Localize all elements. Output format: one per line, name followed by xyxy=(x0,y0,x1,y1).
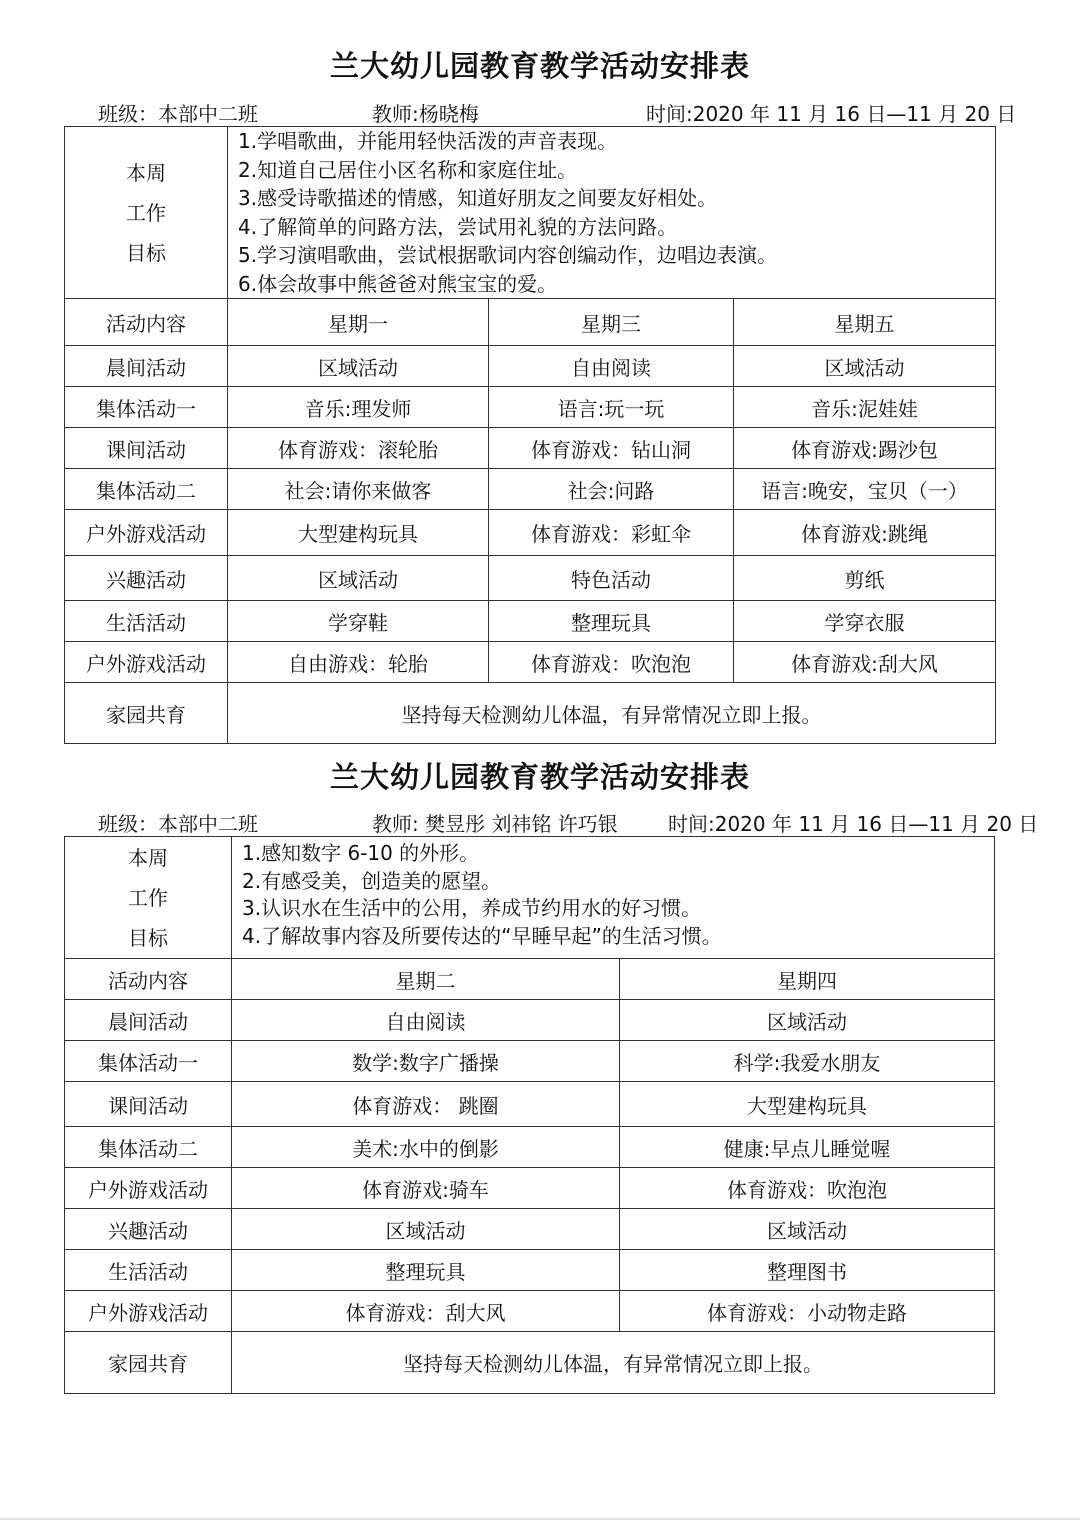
goals-label-line: 本周 xyxy=(126,160,166,185)
table-cell: 社会:请你来做客 xyxy=(228,469,489,510)
header-label: 活动内容 xyxy=(65,299,228,346)
table-row xyxy=(65,1209,995,1250)
table-cell: 学穿鞋 xyxy=(228,601,489,642)
table-cell: 科学:我爱水朋友 xyxy=(620,1041,995,1082)
table-row xyxy=(65,1082,995,1127)
day-header: 星期五 xyxy=(734,299,996,346)
table-row xyxy=(65,469,996,510)
table-cell: 剪纸 xyxy=(734,556,996,601)
table-cell: 自由游戏：轮胎 xyxy=(228,642,489,683)
goal-item: 1.感知数字 6-10 的外形。 xyxy=(242,841,480,865)
goal-item: 2.知道自己居住小区名称和家庭住址。 xyxy=(238,157,578,182)
family-row xyxy=(65,683,996,744)
header-row xyxy=(65,299,996,346)
row-label: 集体活动一 xyxy=(65,1041,232,1082)
page-bottom-rule xyxy=(0,1518,1080,1520)
row-label: 课间活动 xyxy=(65,1082,232,1127)
table-row xyxy=(65,510,996,556)
table-cell: 学穿衣服 xyxy=(734,601,996,642)
table-cell: 大型建构玩具 xyxy=(228,510,489,556)
row-label: 生活活动 xyxy=(65,601,228,642)
table-row xyxy=(65,1168,995,1209)
row-label: 户外游戏活动 xyxy=(65,642,228,683)
day-header: 星期一 xyxy=(228,299,489,346)
table-cell: 整理玩具 xyxy=(232,1250,620,1291)
class-label: 班级：本部中二班 xyxy=(98,812,258,836)
row-label: 集体活动二 xyxy=(65,1127,232,1168)
table-cell: 社会:问路 xyxy=(489,469,734,510)
table-cell: 区域活动 xyxy=(734,346,996,387)
goal-item: 5.学习演唱歌曲，尝试根据歌词内容创编动作，边唱边表演。 xyxy=(238,243,778,267)
table-cell: 体育游戏：刮大风 xyxy=(232,1291,620,1332)
goal-item: 4.了解故事内容及所要传达的“早睡早起”的生活习惯。 xyxy=(242,923,722,948)
table-row xyxy=(65,642,996,683)
table-cell: 体育游戏：吹泡泡 xyxy=(489,642,734,683)
goal-item: 4.了解简单的问路方法，尝试用礼貌的方法问路。 xyxy=(238,214,678,239)
table-row xyxy=(65,1291,995,1332)
table-row xyxy=(65,1000,995,1041)
table-cell: 体育游戏：吹泡泡 xyxy=(620,1168,995,1209)
table-cell: 特色活动 xyxy=(489,556,734,601)
row-label: 课间活动 xyxy=(65,428,228,469)
row-label: 晨间活动 xyxy=(65,346,228,387)
row-label: 兴趣活动 xyxy=(65,1209,232,1250)
family-label: 家园共育 xyxy=(65,683,228,744)
table-row xyxy=(65,387,996,428)
day-header: 星期二 xyxy=(232,959,620,1000)
table-cell: 音乐:泥娃娃 xyxy=(734,387,996,428)
goals-row xyxy=(65,127,996,299)
table-cell: 美术:水中的倒影 xyxy=(232,1127,620,1168)
table-cell: 体育游戏:刮大风 xyxy=(734,642,996,683)
table-cell: 整理图书 xyxy=(620,1250,995,1291)
table-cell: 区域活动 xyxy=(232,1209,620,1250)
table-cell: 体育游戏：彩虹伞 xyxy=(489,510,734,556)
table-cell: 自由阅读 xyxy=(232,1000,620,1041)
goals-list xyxy=(228,127,996,299)
table-row xyxy=(65,556,996,601)
family-text: 坚持每天检测幼儿体温，有异常情况立即上报。 xyxy=(228,683,996,744)
table-cell: 数学:数字广播操 xyxy=(232,1041,620,1082)
day-header: 星期三 xyxy=(489,299,734,346)
row-label: 兴趣活动 xyxy=(65,556,228,601)
table-cell: 区域活动 xyxy=(620,1209,995,1250)
time-label: 时间:2020 年 11 月 16 日—11 月 20 日 xyxy=(668,812,1039,836)
table-row xyxy=(65,346,996,387)
header-row xyxy=(65,959,995,1000)
table-cell: 体育游戏:骑车 xyxy=(232,1168,620,1209)
table-row xyxy=(65,1041,995,1082)
table-row xyxy=(65,1127,995,1168)
row-label: 户外游戏活动 xyxy=(65,1168,232,1209)
family-label: 家园共育 xyxy=(65,1332,232,1394)
schedule-title: 兰大幼儿园教育教学活动安排表 xyxy=(329,760,750,794)
table-cell: 语言:晚安，宝贝（一） xyxy=(734,469,996,510)
header-label: 活动内容 xyxy=(65,959,232,1000)
goal-item: 2.有感受美，创造美的愿望。 xyxy=(242,868,502,893)
schedule-title: 兰大幼儿园教育教学活动安排表 xyxy=(329,49,750,83)
table-cell: 自由阅读 xyxy=(489,346,734,387)
table-cell: 音乐:理发师 xyxy=(228,387,489,428)
goal-item: 1.学唱歌曲，并能用轻快活泼的声音表现。 xyxy=(238,129,618,153)
goals-label-line: 目标 xyxy=(128,925,168,950)
time-label: 时间:2020 年 11 月 16 日—11 月 20 日 xyxy=(646,102,1017,126)
goals-row xyxy=(65,837,995,959)
table-cell: 体育游戏:跳绳 xyxy=(734,510,996,556)
table-cell: 体育游戏：小动物走路 xyxy=(620,1291,995,1332)
row-label: 集体活动一 xyxy=(65,387,228,428)
day-header: 星期四 xyxy=(620,959,995,1000)
table-cell: 区域活动 xyxy=(620,1000,995,1041)
row-label: 户外游戏活动 xyxy=(65,510,228,556)
family-text: 坚持每天检测幼儿体温，有异常情况立即上报。 xyxy=(232,1332,995,1394)
teacher-label: 教师: 樊昱彤 刘祎铭 许巧银 xyxy=(372,812,618,836)
table-cell: 大型建构玩具 xyxy=(620,1082,995,1127)
table-row xyxy=(65,428,996,469)
table-cell: 体育游戏： 跳圈 xyxy=(232,1082,620,1127)
row-label: 集体活动二 xyxy=(65,469,228,510)
table-cell: 健康:早点儿睡觉喔 xyxy=(620,1127,995,1168)
table-row xyxy=(65,1250,995,1291)
schedule-table xyxy=(64,126,996,744)
schedule-table xyxy=(64,836,995,1394)
table-cell: 体育游戏：滚轮胎 xyxy=(228,428,489,469)
row-label: 户外游戏活动 xyxy=(65,1291,232,1332)
goal-item: 6.体会故事中熊爸爸对熊宝宝的爱。 xyxy=(238,271,558,296)
table-row xyxy=(65,601,996,642)
table-cell: 体育游戏：钻山洞 xyxy=(489,428,734,469)
goals-label xyxy=(65,837,232,959)
table-cell: 语言:玩一玩 xyxy=(489,387,734,428)
row-label: 生活活动 xyxy=(65,1250,232,1291)
table-cell: 区域活动 xyxy=(228,346,489,387)
teacher-label: 教师:杨晓梅 xyxy=(372,102,479,126)
table-cell: 整理玩具 xyxy=(489,601,734,642)
goals-label xyxy=(65,127,228,299)
table-cell: 区域活动 xyxy=(228,556,489,601)
goal-item: 3.感受诗歌描述的情感，知道好朋友之间要友好相处。 xyxy=(238,186,718,210)
goals-list xyxy=(232,837,995,959)
goals-label-line: 工作 xyxy=(126,200,166,225)
goals-label-line: 工作 xyxy=(128,885,168,910)
class-label: 班级：本部中二班 xyxy=(98,102,258,126)
goals-label-line: 目标 xyxy=(126,240,166,265)
goals-label-line: 本周 xyxy=(128,845,168,870)
family-row xyxy=(65,1332,995,1394)
row-label: 晨间活动 xyxy=(65,1000,232,1041)
table-cell: 体育游戏:踢沙包 xyxy=(734,428,996,469)
goal-item: 3.认识水在生活中的公用，养成节约用水的好习惯。 xyxy=(242,896,702,920)
